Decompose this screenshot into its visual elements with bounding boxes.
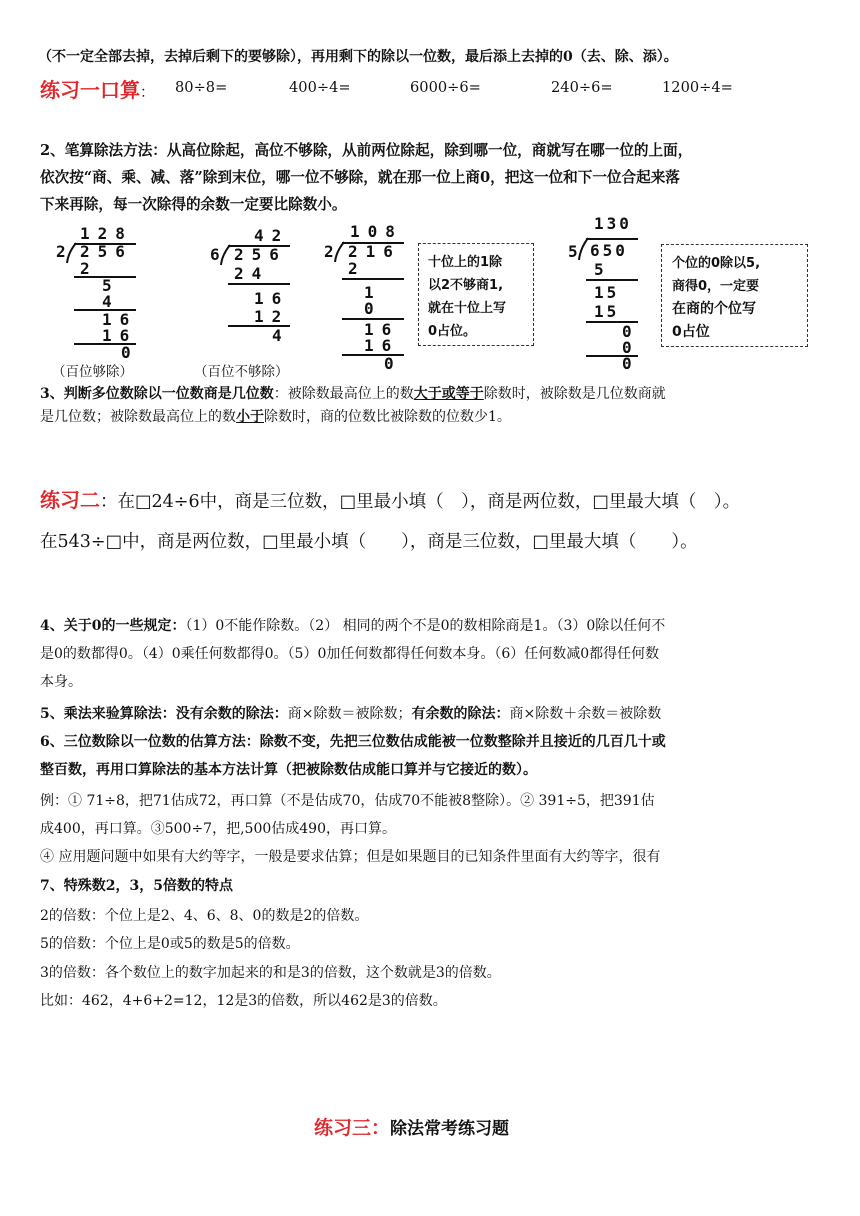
long-division-2 [206, 226, 296, 366]
division-1-step-4: 16 [102, 310, 138, 329]
note-box-2-text [672, 252, 760, 344]
exercise-1-label: 练习一口算 [40, 78, 140, 102]
exercise-2-text-1: ：在□24÷6中，商是三位数，□里最小填（ ），商是两位数，□里最大填（ ）。 [100, 492, 741, 512]
ex1-problem-1: 80÷8= [175, 79, 228, 96]
division-3-step-3: 0 [364, 299, 374, 318]
sec7-line-1: 2的倍数：个位上是2、4、6、8、0的数是2的倍数。 [40, 908, 369, 924]
division-3-quotient: 108 [350, 222, 403, 241]
exercise-3-colon: ： [371, 1117, 391, 1139]
division-3-step-1: 2 [348, 259, 358, 278]
sec3-text-2: 除数时，被除数是几位数商就 [483, 386, 666, 402]
long-division-3 [320, 222, 410, 372]
sec3-text-3: 是几位数；被除数最高位上的数 [40, 409, 236, 425]
division-2-step-3: 12 [254, 307, 290, 326]
sec7-line-4: 比如：462，4+6+2=12，12是3的倍数，所以462是3的倍数。 [40, 993, 447, 1009]
sec6-example-1: 例：① 71÷8，把71估成72，再口算（不是估成70，估成70不能被8整除）。② 391÷5，把391估 [40, 793, 655, 809]
division-1-step-3: 4 [102, 292, 112, 311]
note-1-line-2: 以2不够商1, [428, 278, 504, 293]
division-1-step-1: 2 [80, 259, 90, 278]
division-2-divisor: 6 [210, 245, 220, 264]
division-3-dividend: 216 [348, 242, 401, 261]
exercise-3-label: 练习三 [314, 1117, 372, 1139]
division-4-step-2: 15 [594, 283, 620, 302]
sec5-text-2: 商×除数＋余数＝被除数 [509, 706, 662, 722]
division-2-quotient: 42 [254, 226, 290, 245]
note-2-line-3: 在商的个位写 [672, 301, 756, 317]
long-division-1 [52, 224, 142, 364]
note-1-line-1: 十位上的1除 [428, 255, 503, 270]
sec3-underline-2: 小于 [236, 409, 264, 425]
note-1-line-3: 就在十位上写 [428, 301, 507, 316]
sec7-line-3: 3的倍数：各个数位上的数字加起来的和是3的倍数，这个数就是3的倍数。 [40, 965, 501, 981]
ex1-problem-2: 400÷4= [289, 79, 351, 96]
note-2-line-2: 商得0，一定要 [672, 279, 760, 294]
sec3-line-2 [40, 406, 511, 426]
sec2-line-1: 2、笔算除法方法：从高位除起，高位不够除，从前两位除起，除到哪一位，商就写在哪一位的上面， [40, 142, 693, 159]
exercise-1-colon: ： [140, 84, 155, 101]
sec5-lead: 5、乘法来验算除法：没有余数的除法： [40, 706, 288, 722]
division-3-step-4: 16 [364, 320, 400, 339]
sec3-text-4: 除数时，商的位数比被除数的位数少1。 [264, 409, 511, 425]
note-box-1-text [428, 251, 506, 343]
division-2-step-1: 24 [234, 264, 270, 283]
ex1-problem-4: 240÷6= [551, 79, 613, 96]
division-2-step-2: 16 [254, 289, 290, 308]
division-4-dividend: 650 [590, 241, 628, 260]
division-3-step-2: 1 [364, 283, 374, 302]
division-1-divisor: 2 [56, 242, 66, 261]
sec7-line-2: 5的倍数：个位上是0或5的数是5的倍数。 [40, 936, 300, 952]
sec7-title: 7、特殊数2，3，5倍数的特点 [40, 878, 233, 894]
sec6-example-3: ④ 应用题问题中如果有大约等字，一般是要求估算；但是如果题目的已知条件里面有大约等字，很有 [40, 849, 661, 865]
division-4-step-4: 0 [622, 322, 632, 341]
sec3-line-1 [40, 383, 666, 403]
division-1-step-2: 5 [102, 276, 112, 295]
sec2-line-2: 依次按“商、乘、减、落”除到末位，哪一位不够除，就在那一位上商0，把这一位和下一位合起来落 [40, 169, 680, 186]
sec4-lead: 4、关于0的一些规定： [40, 618, 186, 634]
sec5-bold-2: 有余数的除法： [411, 706, 510, 722]
division-1-step-6: 0 [121, 343, 131, 362]
sec6-example-2: 成400，再口算。③500÷7，把,500估成490，再口算。 [40, 821, 396, 837]
long-division-4 [566, 214, 662, 374]
division-4-step-1: 5 [594, 260, 604, 279]
note-2-line-1: 个位的0除以5, [672, 256, 761, 271]
sec5-line [40, 703, 661, 723]
division-3-step-6: 0 [384, 354, 394, 373]
division-3-step-5: 16 [364, 336, 400, 355]
division-4-step-3: 15 [594, 302, 620, 321]
sec3-lead: 3、判断多位数除以一位数商是几位数 [40, 386, 274, 402]
division-4-step-5: 0 [622, 338, 632, 357]
sec2-line-3: 下来再除，每一次除得的余数一定要比除数小。 [40, 196, 347, 213]
sec5-text-1: 商×除数＝被除数； [287, 706, 412, 722]
ex1-problem-5: 1200÷4= [662, 79, 733, 96]
division-2-step-4: 4 [272, 326, 282, 345]
sec4-text-1: （1）0不能作除数。（2） 相同的两个不是0的数相除商是1。（3）0除以任何不 [185, 618, 666, 634]
division-2-caption: （百位不够除） [194, 364, 289, 380]
division-3-divisor: 2 [324, 242, 334, 261]
sec6-line-1: 6、三位数除以一位数的估算方法：除数不变，先把三位数估成能被一位数整除并且接近的几百几十或 [40, 734, 666, 750]
sec3-underline-1: 大于或等于 [413, 386, 484, 402]
division-1-dividend: 256 [80, 242, 133, 261]
exercise-3-title: 除法常考练习题 [390, 1119, 510, 1139]
sec4-line-2: 是0的数都得0。（4）0乘任何数都得0。（5）0加任何数都得任何数本身。（6）任何数减0都得任何数 [40, 646, 660, 662]
division-4-step-6: 0 [622, 354, 632, 373]
sec6-line-2: 整百数，再用口算除法的基本方法计算（把被除数估成能口算并与它接近的数）。 [40, 762, 537, 778]
ex1-problem-3: 6000÷6= [410, 79, 481, 96]
exercise-2-line-2: 在543÷□中，商是两位数，□里最小填（ ），商是三位数，□里最大填（ ）。 [40, 532, 698, 552]
note-1-line-4: 0占位。 [428, 324, 477, 339]
division-4-divisor: 5 [568, 242, 578, 261]
exercise-3-heading [314, 1113, 509, 1140]
intro-line: （不一定全部去掉，去掉后剩下的要够除），再用剩下的除以一位数，最后添上去掉的0（去、除、添）。 [38, 49, 678, 65]
division-1-quotient: 128 [80, 224, 133, 243]
exercise-2-line-1 [40, 484, 740, 513]
division-4-quotient: 130 [594, 214, 632, 233]
division-2-dividend: 256 [234, 245, 287, 264]
sec4-line-3: 本身。 [40, 674, 82, 690]
note-2-line-4: 0占位 [672, 324, 710, 340]
sec4-line-1 [40, 615, 665, 635]
sec3-text-1: ：被除数最高位上的数 [273, 386, 414, 402]
division-1-caption: （百位够除） [52, 364, 133, 380]
exercise-2-label: 练习二 [40, 488, 100, 512]
division-1-step-5: 16 [102, 326, 138, 345]
exercise-1 [40, 74, 155, 103]
